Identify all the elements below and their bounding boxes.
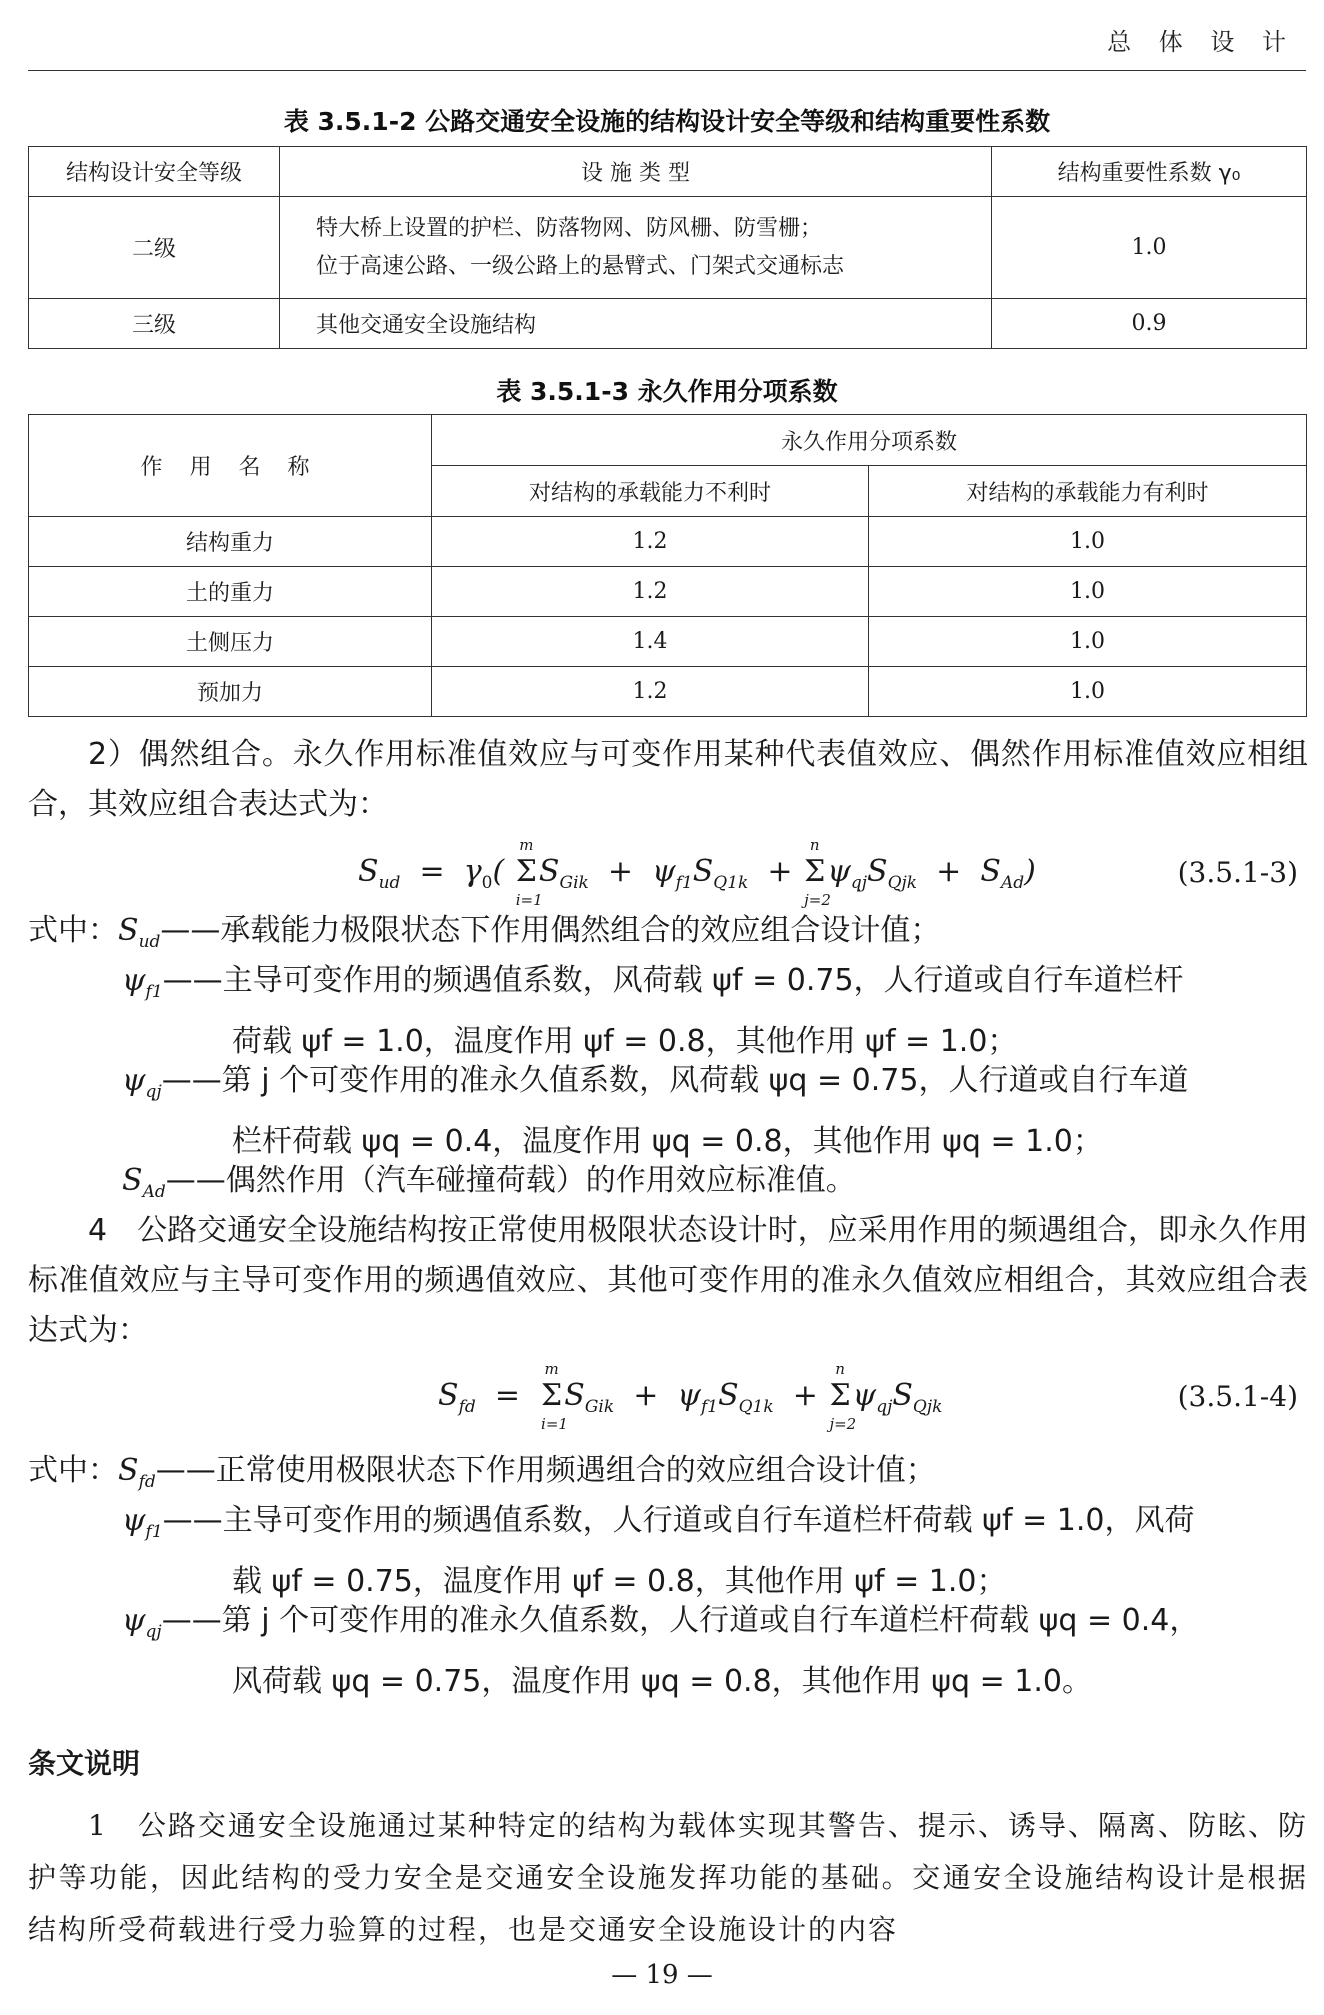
- definition-subscript: qj: [145, 1622, 162, 1642]
- equation-number: (3.5.1-4): [1177, 1380, 1298, 1413]
- table-cell: 1.2: [432, 667, 869, 717]
- table-row: [29, 617, 1307, 667]
- definition-text: ——第 j 个可变作用的准永久值系数，人行道或自行车道栏杆荷载 ψq = 0.4，: [161, 1603, 1200, 1638]
- table-row: [29, 299, 1307, 349]
- column-header: 永久作用分项系数: [432, 415, 1307, 466]
- table-cell: 土侧压力: [29, 617, 432, 667]
- table-row: [29, 567, 1307, 617]
- definition-prefix: 式中：: [28, 1453, 118, 1488]
- definition-continuation: 载 ψf = 0.75，温度作用 ψf = 0.8，其他作用 ψf = 1.0；: [232, 1564, 1007, 1599]
- definition-symbol: ψ: [122, 1503, 146, 1538]
- equation-number: (3.5.1-3): [1177, 856, 1298, 889]
- paragraph-accidental-combination: 2）偶然组合。永久作用标准值效应与可变作用某种代表值效应、偶然作用标准值效应相组合，其效应组合表达式为：: [28, 737, 1308, 822]
- commentary-title: 条文说明: [28, 1747, 141, 1780]
- definition-symbol: S: [118, 1453, 139, 1488]
- table-row: [29, 667, 1307, 717]
- definition-row: [122, 1496, 1308, 1607]
- table-row: [29, 197, 1307, 299]
- definition-text: ——承载能力极限状态下作用偶然组合的效应组合设计值；: [160, 913, 941, 948]
- table-cell: 0.9: [992, 299, 1307, 349]
- definition-symbol: ψ: [122, 963, 146, 998]
- definition-row: [122, 1596, 1308, 1707]
- table-cell: 1.2: [432, 517, 869, 567]
- formula-expression: $S_{fd} = \Sigma$ m i=1 $S_{Gik} + \psi_{f1}S_{Q1k} + \Sigma$ n j=2 $\psi_{qj}S_{Qjk}$: [438, 1360, 943, 1433]
- definition-subscript: fd: [138, 1472, 156, 1492]
- table-header-row: [29, 415, 1307, 466]
- table-cell: 1.0: [869, 517, 1307, 567]
- table-cell: [280, 197, 992, 299]
- table-cell: 1.0: [992, 197, 1307, 299]
- table-cell: 1.0: [869, 567, 1307, 617]
- column-header: 设 施 类 型: [280, 147, 992, 197]
- table-cell: 其他交通安全设施结构: [280, 299, 992, 349]
- table-row: [29, 517, 1307, 567]
- definition-symbol: S: [118, 913, 139, 948]
- page-number: — 19 —: [611, 1960, 713, 1990]
- commentary-paragraph: 1 公路交通安全设施通过某种特定的结构为载体实现其警告、提示、诱导、隔离、防眩、防护等功能，因此结构的受力安全是交通安全设施发挥功能的基础。交通安全设施结构设计是根据结构所受荷载进行受力验算的过程，也是交通安全设施设计的内容: [28, 1809, 1308, 1946]
- definition-subscript: f1: [145, 982, 163, 1002]
- definition-text: ——主导可变作用的频遇值系数，风荷载 ψf = 0.75，人行道或自行车道栏杆: [162, 963, 1184, 998]
- definition-prefix: 式中：: [28, 913, 118, 948]
- definition-subscript: Ad: [142, 1182, 166, 1202]
- column-header: 结构重要性系数 γ₀: [992, 147, 1307, 197]
- table-cell: 1.2: [432, 567, 869, 617]
- column-header: 对结构的承载能力不利时: [432, 466, 869, 517]
- paragraph-frequent-combination: 4 公路交通安全设施结构按正常使用极限状态设计时，应采用作用的频遇组合，即永久作用标准值效应与主导可变作用的频遇值效应、其他可变作用的准永久值效应相组合，其效应组合表达式为：: [28, 1213, 1308, 1348]
- table-cell: 三级: [29, 299, 280, 349]
- table-cell: 1.0: [869, 617, 1307, 667]
- permanent-action-table: [28, 414, 1307, 717]
- definition-subscript: ud: [138, 932, 161, 952]
- running-header: 总 体 设 计: [1107, 28, 1296, 56]
- definition-row: [122, 1056, 1308, 1167]
- column-header: 结构设计安全等级: [29, 147, 280, 197]
- definition-text: ——第 j 个可变作用的准永久值系数，风荷载 ψq = 0.75，人行道或自行车道: [161, 1063, 1189, 1098]
- table-cell: 土的重力: [29, 567, 432, 617]
- table-cell: 结构重力: [29, 517, 432, 567]
- table1-caption: 表 3.5.1-2 公路交通安全设施的结构设计安全等级和结构重要性系数: [283, 107, 1051, 136]
- definition-symbol: S: [122, 1163, 143, 1198]
- definition-continuation: 风荷载 ψq = 0.75，温度作用 ψq = 0.8，其他作用 ψq = 1.0。: [232, 1664, 1092, 1699]
- table2-caption: 表 3.5.1-3 永久作用分项系数: [496, 377, 838, 406]
- definition-row: [122, 956, 1308, 1067]
- definition-subscript: qj: [145, 1082, 162, 1102]
- definition-symbol: ψ: [122, 1603, 146, 1638]
- header-rule: [28, 70, 1306, 71]
- definition-text: ——偶然作用（汽车碰撞荷载）的作用效应标准值。: [165, 1163, 856, 1198]
- definition-symbol: ψ: [122, 1063, 146, 1098]
- column-header: 作 用 名 称: [29, 415, 432, 517]
- cell-line: 特大桥上设置的护栏、防落物网、防风栅、防雪栅；: [316, 215, 823, 241]
- table-cell: 1.0: [869, 667, 1307, 717]
- column-header: 对结构的承载能力有利时: [869, 466, 1307, 517]
- formula-expression: $S_{ud} = \gamma_0$( Σ m i=1 $S_{Gik} + \psi_{f1}S_{Q1k} + \Sigma$ n j=2 $\psi_{qj}S_{Qjk} + S_{Ad}$): [358, 836, 1036, 909]
- table-cell: 预加力: [29, 667, 432, 717]
- definition-continuation: 栏杆荷载 ψq = 0.4，温度作用 ψq = 0.8，其他作用 ψq = 1.0；: [232, 1124, 1103, 1159]
- definition-text: ——正常使用极限状态下作用频遇组合的效应组合设计值；: [155, 1453, 936, 1488]
- definition-continuation: 荷载 ψf = 1.0，温度作用 ψf = 0.8，其他作用 ψf = 1.0；: [232, 1024, 1018, 1059]
- formula-3-5-1-4: [28, 1360, 1308, 1446]
- cell-line: 位于高速公路、一级公路上的悬臂式、门架式交通标志: [316, 253, 845, 279]
- definition-subscript: f1: [145, 1522, 163, 1542]
- table-cell: 1.4: [432, 617, 869, 667]
- safety-level-table: [28, 146, 1307, 349]
- table-header-row: [29, 147, 1307, 197]
- table-cell: 二级: [29, 197, 280, 299]
- definition-text: ——主导可变作用的频遇值系数，人行道或自行车道栏杆荷载 ψf = 1.0，风荷: [162, 1503, 1195, 1538]
